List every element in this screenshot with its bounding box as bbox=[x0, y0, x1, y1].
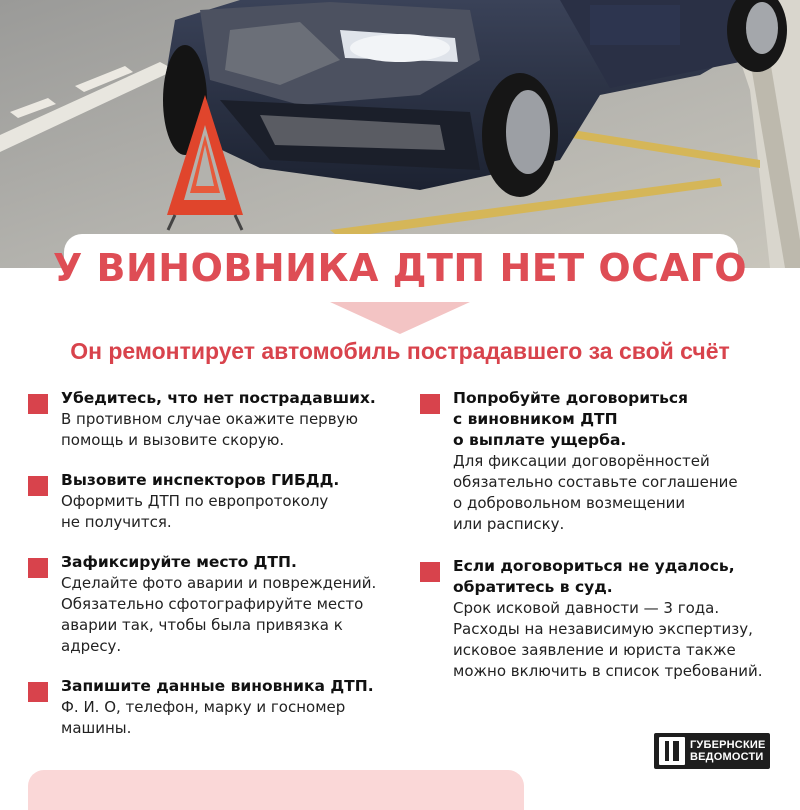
logo-line-2: ВЕДОМОСТИ bbox=[690, 751, 764, 763]
item-text: Оформить ДТП по европротоколу не получится. bbox=[61, 492, 329, 531]
square-bullet-icon bbox=[28, 394, 48, 414]
list-item bbox=[28, 676, 408, 739]
square-bullet-icon bbox=[28, 558, 48, 578]
item-heading: Вызовите инспекторов ГИБДД. bbox=[61, 471, 340, 489]
right-column bbox=[420, 388, 792, 682]
square-bullet-icon bbox=[28, 476, 48, 496]
left-column bbox=[28, 388, 408, 739]
item-heading: Запишите данные виновника ДТП. bbox=[61, 677, 374, 695]
square-bullet-icon bbox=[28, 682, 48, 702]
logo-text bbox=[690, 739, 766, 763]
hero-photo bbox=[0, 0, 800, 268]
item-text: Сделайте фото аварии и повреждений. Обязательно сфотографируйте место аварии так, чтобы была привязка к адресу. bbox=[61, 574, 377, 655]
list-item bbox=[28, 552, 408, 657]
item-heading: Убедитесь, что нет пострадавших. bbox=[61, 389, 376, 407]
list-item bbox=[28, 470, 408, 533]
page-subtitle: Он ремонтирует автомобиль пострадавшего за свой счёт bbox=[70, 338, 730, 364]
square-bullet-icon bbox=[420, 562, 440, 582]
logo-mark-icon bbox=[659, 737, 685, 765]
down-arrow-icon bbox=[330, 302, 470, 334]
logo-line-1: ГУБЕРНСКИЕ bbox=[690, 739, 766, 751]
item-text: Ф. И. О, телефон, марку и госномер машины. bbox=[61, 698, 346, 737]
item-heading: Если договориться не удалось, обратитесь в суд. bbox=[453, 557, 735, 596]
item-text: Срок исковой давности — 3 года. Расходы на независимую экспертизу, исковое заявление и юриста также можно включить в список требований. bbox=[453, 599, 763, 680]
item-text: Для фиксации договорённостей обязательно составьте соглашение о добровольном возмещении или расписку. bbox=[453, 452, 738, 533]
list-item bbox=[420, 556, 792, 682]
square-bullet-icon bbox=[420, 394, 440, 414]
car-accident-illustration bbox=[0, 0, 800, 268]
footer-bar bbox=[28, 770, 524, 810]
item-heading: Зафиксируйте место ДТП. bbox=[61, 553, 297, 571]
list-item bbox=[28, 388, 408, 451]
page-title: У ВИНОВНИКА ДТП НЕТ ОСАГО bbox=[53, 246, 747, 290]
item-text: В противном случае окажите первую помощь и вызовите скорую. bbox=[61, 410, 359, 449]
item-heading: Попробуйте договориться с виновником ДТП о выплате ущерба. bbox=[453, 389, 689, 449]
publisher-logo bbox=[654, 733, 770, 769]
list-item bbox=[420, 388, 792, 535]
